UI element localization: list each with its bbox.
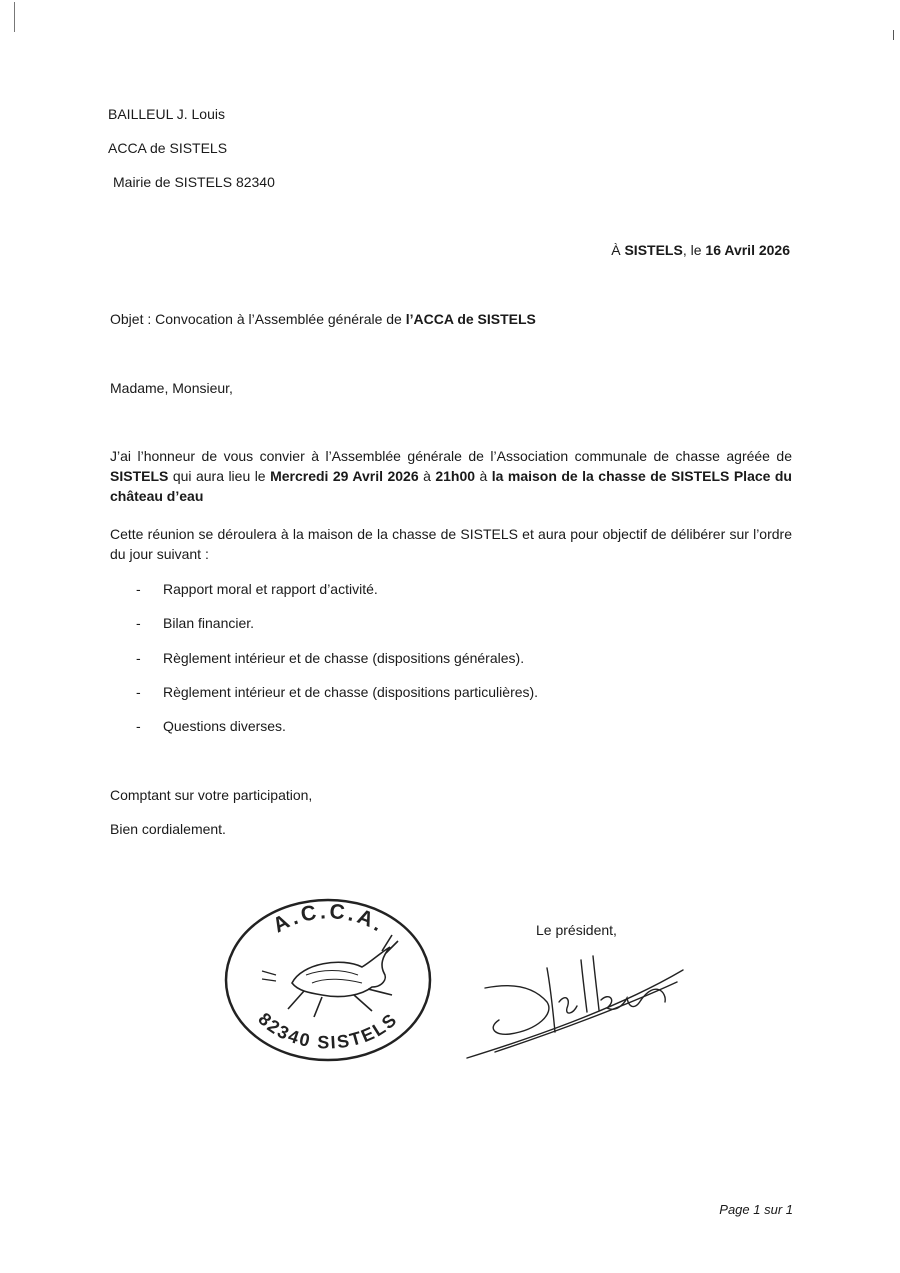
svg-text:A.C.C.A.: A.C.C.A. xyxy=(269,900,390,938)
closing-line-2: Bien cordialement. xyxy=(110,821,226,837)
invitation-paragraph: J’ai l’honneur de vous convier à l’Assemblée générale de l’Association communale de chasse agréée de SISTELS qui aura lieu le Mercredi 29 Avril 2026 à 21h00 à la maison de la chasse de SISTELS Place du château d’eau xyxy=(110,448,792,504)
date-line: À SISTELS, le 16 Avril 2026 xyxy=(611,242,790,258)
salutation: Madame, Monsieur, xyxy=(110,380,233,396)
scan-artifact xyxy=(14,2,15,32)
president-signature xyxy=(455,940,690,1065)
subject-line: Objet : Convocation à l’Assemblée générale de l’ACCA de SISTELS xyxy=(110,311,536,327)
bullet-dash: - xyxy=(136,684,141,700)
bullet-dash: - xyxy=(136,650,141,666)
running-hare-icon xyxy=(262,935,398,1017)
sender-address: Mairie de SISTELS 82340 xyxy=(113,174,275,190)
bullet-dash: - xyxy=(136,581,141,597)
closing-line-1: Comptant sur votre participation, xyxy=(110,787,313,803)
svg-text:82340 SISTELS: 82340 SISTELS xyxy=(254,1008,402,1053)
sender-name: BAILLEUL J. Louis xyxy=(108,106,225,122)
agenda-intro: Cette réunion se déroulera à la maison de la chasse de SISTELS et aura pour objectif de délibérer sur l’ordre du jour suivant : xyxy=(110,526,792,562)
page-number: Page 1 sur 1 xyxy=(719,1202,793,1217)
signature-title: Le président, xyxy=(536,922,617,938)
bullet-dash: - xyxy=(136,615,141,631)
association-stamp xyxy=(222,895,434,1065)
scan-artifact xyxy=(893,30,894,40)
sender-org: ACCA de SISTELS xyxy=(108,140,228,156)
bullet-dash: - xyxy=(136,718,141,734)
